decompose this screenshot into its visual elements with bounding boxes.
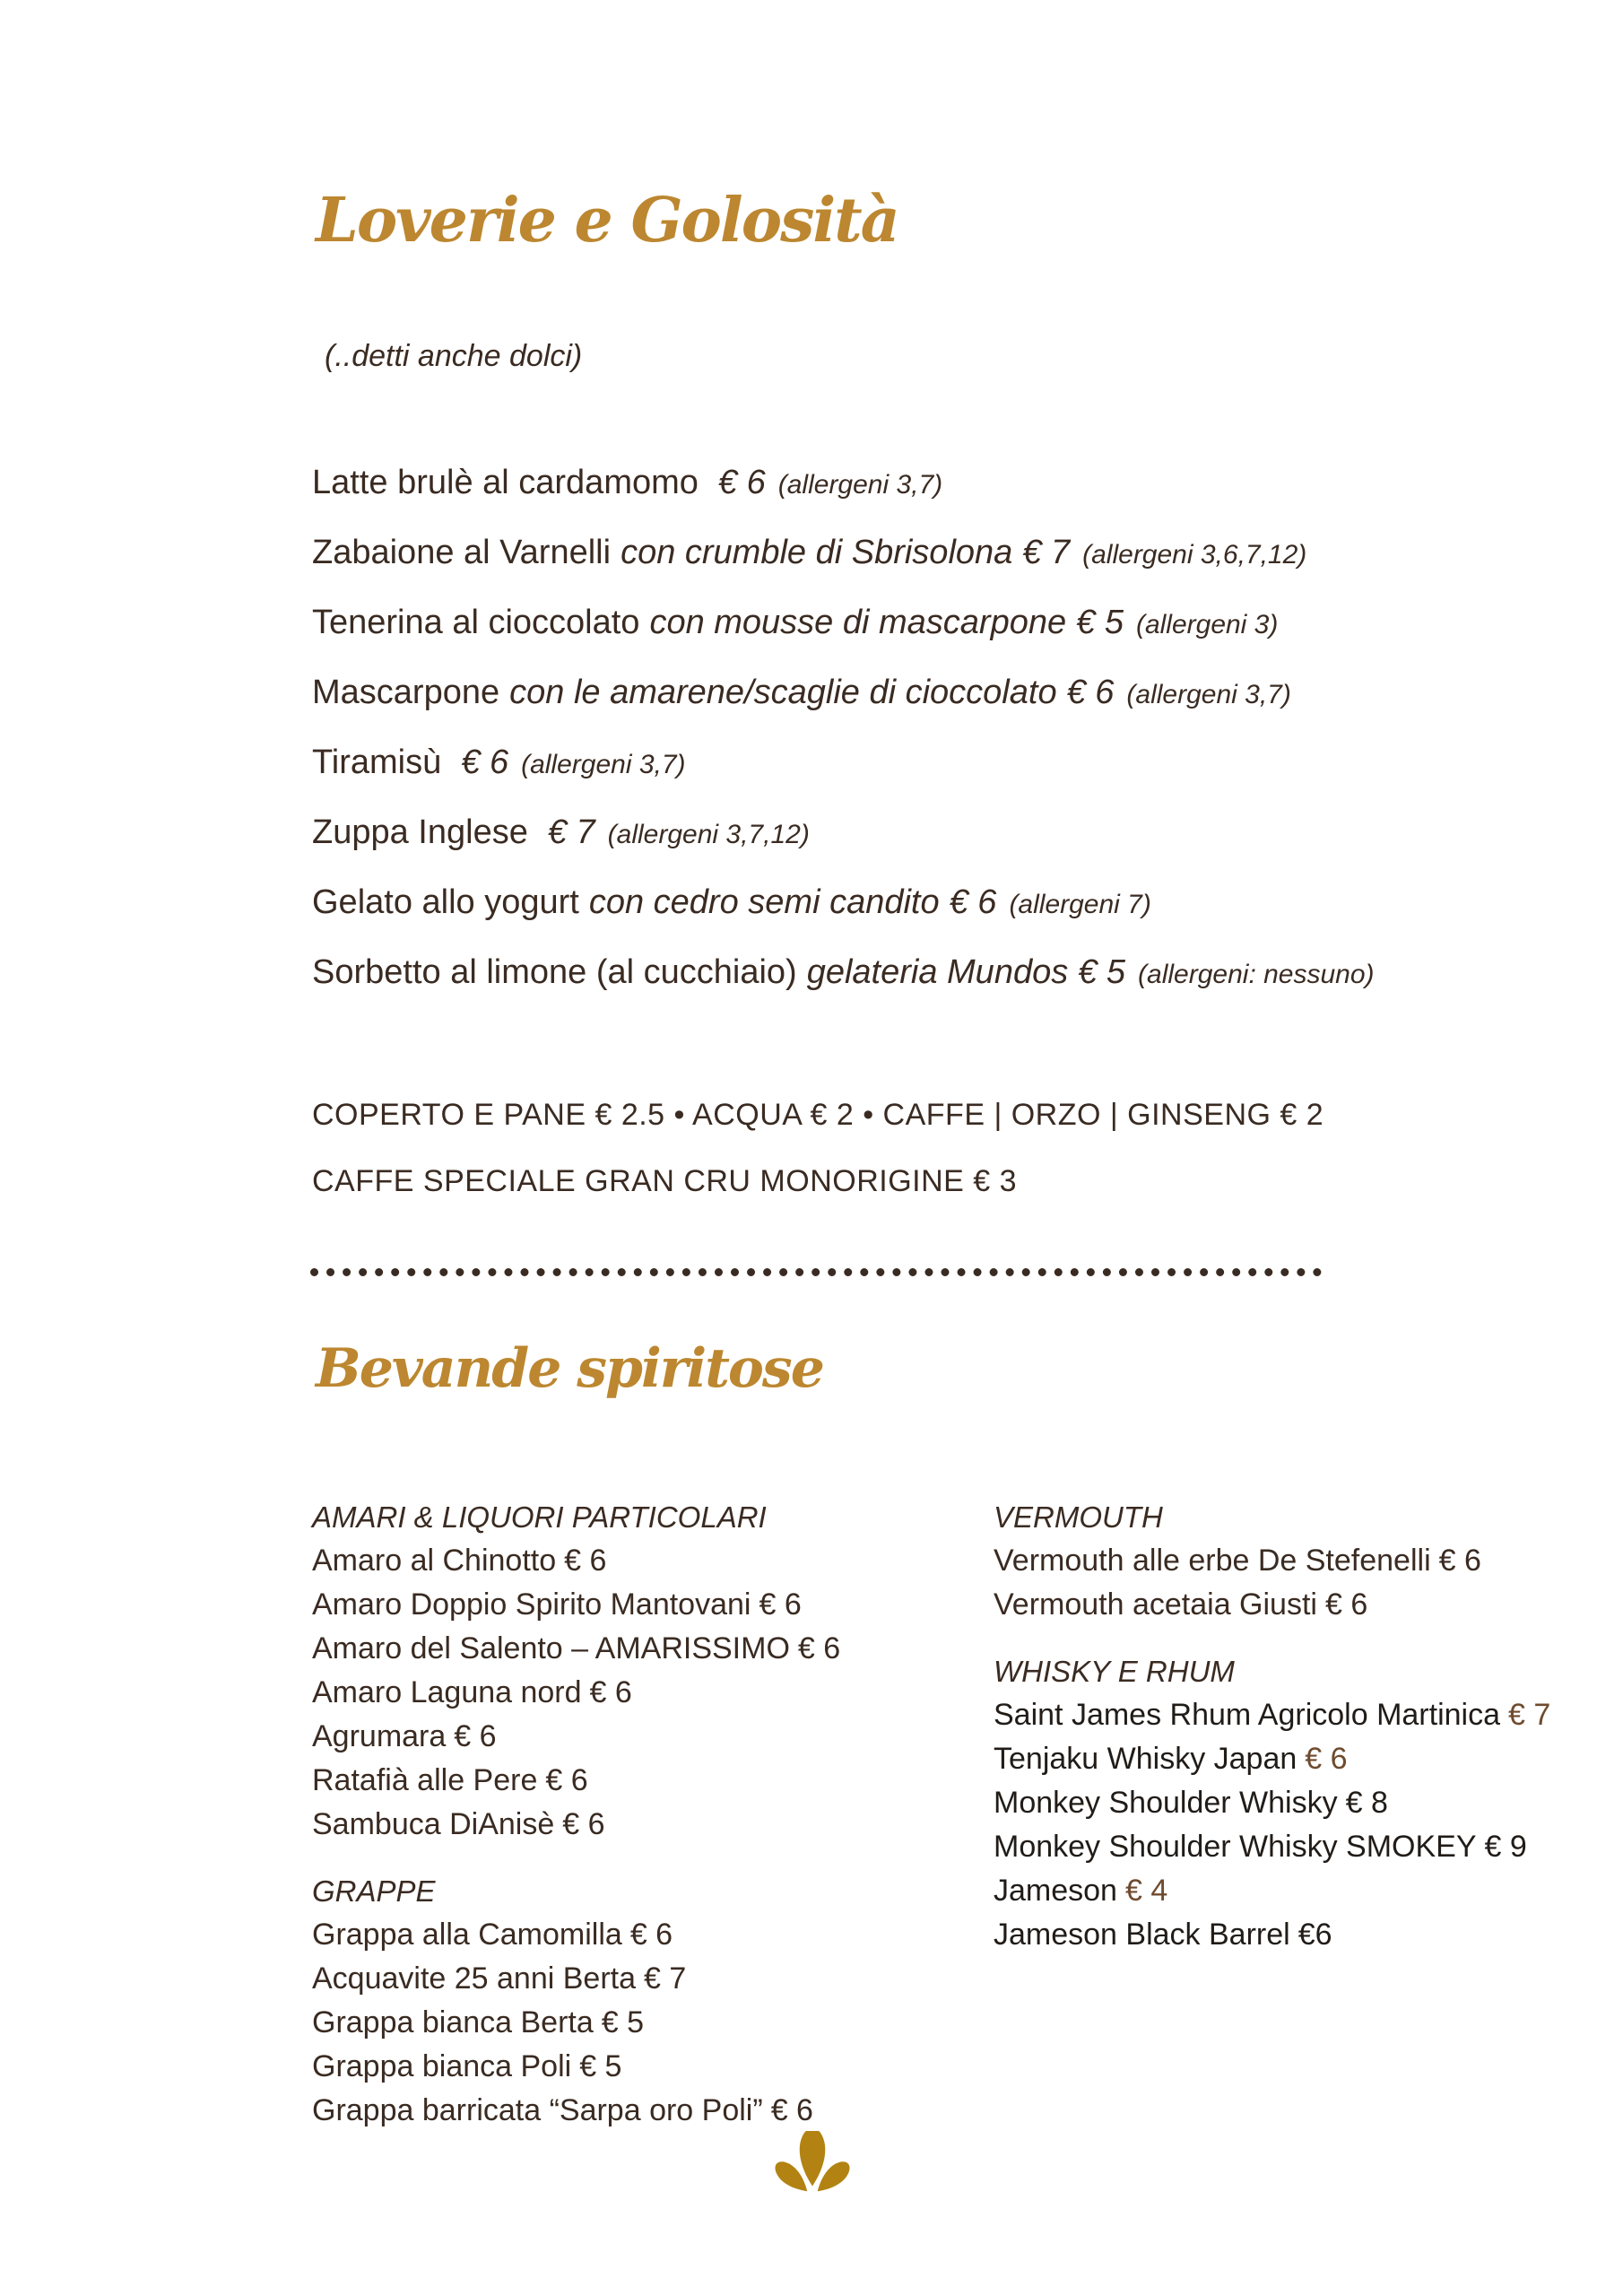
section-vermouth — [994, 1496, 1585, 1627]
dish-name: Tiramisù — [312, 744, 442, 781]
dish-allergens: (allergeni 7) — [1009, 890, 1151, 919]
drink-item — [312, 1957, 904, 2001]
drink-price: € 8 — [1345, 1786, 1388, 1820]
drink-item — [994, 1781, 1585, 1825]
drink-item — [312, 1627, 904, 1671]
spirits-right-column — [994, 1496, 1585, 1957]
drink-item — [994, 1737, 1585, 1781]
dish-item — [312, 604, 1375, 643]
drink-label: Monkey Shoulder Whisky — [994, 1786, 1338, 1820]
drink-price: € 6 — [629, 1918, 673, 1952]
spirits-section-title: Bevande spiritose — [316, 1337, 823, 1400]
drink-item — [994, 1693, 1585, 1737]
section-grappe — [312, 1870, 904, 2133]
section-heading: GRAPPE — [312, 1874, 436, 1908]
drink-price: € 6 — [564, 1544, 607, 1578]
spirits-left-column — [312, 1496, 904, 2133]
cover-charge-line: COPERTO E PANE € 2.5 • ACQUA € 2 • CAFFE | ORZO | GINSENG € 2 — [312, 1098, 1324, 1132]
drink-item — [312, 1803, 904, 1847]
dotted-divider — [310, 1268, 1322, 1276]
drink-price: € 7 — [1508, 1698, 1551, 1732]
drink-item — [994, 1825, 1585, 1869]
drink-label: Agrumara — [312, 1719, 447, 1753]
dish-description: con crumble di Sbrisolona — [621, 534, 1013, 571]
dish-price: € 6 — [717, 464, 766, 501]
drink-price: € 6 — [1438, 1544, 1481, 1578]
drink-label: Acquavite 25 anni Berta — [312, 1961, 637, 1996]
drink-price: € 6 — [1324, 1587, 1368, 1622]
drink-item — [312, 1715, 904, 1759]
dish-allergens: (allergeni 3) — [1135, 610, 1279, 639]
dish-name: Sorbetto al limone (al cucchiaio) — [312, 953, 797, 991]
drink-price: € 6 — [1305, 1742, 1348, 1776]
dish-description: gelateria Mundos — [806, 953, 1069, 991]
dish-name: Tenerina al cioccolato — [312, 604, 640, 641]
drink-item — [994, 1869, 1585, 1913]
special-coffee-line: CAFFE SPECIALE GRAN CRU MONORIGINE € 3 — [312, 1164, 1018, 1198]
drink-item — [312, 1583, 904, 1627]
drink-label: Vermouth acetaia Giusti — [994, 1587, 1317, 1622]
drink-item — [312, 1759, 904, 1803]
dish-price: € 5 — [1078, 953, 1126, 991]
drink-item — [312, 1671, 904, 1715]
drink-label: Grappa alla Camomilla — [312, 1918, 622, 1952]
drink-item — [994, 1913, 1585, 1957]
dish-name: Mascarpone — [312, 674, 500, 711]
drink-item — [312, 1913, 904, 1957]
section-whisky-rhum — [994, 1650, 1585, 1957]
desserts-subtitle: (..detti anche dolci) — [325, 339, 583, 373]
dish-item — [312, 954, 1375, 993]
dessert-list — [312, 465, 1375, 1024]
dish-description: con mousse di mascarpone — [649, 604, 1067, 641]
drink-price: € 6 — [759, 1587, 802, 1622]
drink-label: Monkey Shoulder Whisky SMOKEY — [994, 1830, 1477, 1864]
drink-item — [994, 1583, 1585, 1627]
dish-allergens: (allergeni 3,7,12) — [607, 820, 810, 849]
dish-item — [312, 674, 1375, 713]
drink-label: Amaro Doppio Spirito Mantovani — [312, 1587, 751, 1622]
drink-label: Vermouth alle erbe De Stefenelli — [994, 1544, 1431, 1578]
drink-item — [312, 1539, 904, 1583]
drink-label: Grappa barricata “Sarpa oro Poli” — [312, 2093, 763, 2127]
drink-label: Grappa bianca Berta — [312, 2005, 594, 2039]
drink-label: Amaro al Chinotto — [312, 1544, 557, 1578]
drink-label: Jameson — [994, 1874, 1117, 1908]
drink-price: € 9 — [1484, 1830, 1527, 1864]
dish-item — [312, 884, 1375, 923]
drink-price: € 6 — [454, 1719, 497, 1753]
drink-price: € 6 — [562, 1807, 605, 1841]
dish-price: € 7 — [1022, 534, 1071, 571]
dish-name: Zabaione al Varnelli — [312, 534, 612, 571]
drink-label: Ratafià alle Pere — [312, 1763, 538, 1797]
section-heading: VERMOUTH — [994, 1500, 1163, 1534]
dish-allergens: (allergeni 3,7) — [777, 470, 943, 500]
dish-item — [312, 535, 1375, 573]
drink-item — [312, 2001, 904, 2045]
drink-label: Saint James Rhum Agricolo Martinica — [994, 1698, 1501, 1732]
lotus-petal-logo-icon — [769, 2131, 855, 2217]
dish-item — [312, 744, 1375, 783]
section-heading: AMARI & LIQUORI PARTICOLARI — [312, 1500, 767, 1534]
dish-price: € 6 — [1066, 674, 1115, 711]
desserts-section-title: Loverie e Golosità — [316, 185, 898, 257]
drink-price: € 6 — [545, 1763, 588, 1797]
drink-price: €6 — [1298, 1918, 1332, 1952]
section-amari-liquori — [312, 1496, 904, 1847]
drink-label: Grappa bianca Poli — [312, 2049, 572, 2083]
drink-price: € 5 — [601, 2005, 645, 2039]
drink-price: € 6 — [770, 2093, 813, 2127]
dish-description: con cedro semi candito — [588, 883, 940, 921]
dish-price: € 5 — [1076, 604, 1124, 641]
dish-name: Zuppa Inglese — [312, 813, 528, 851]
drink-price: € 6 — [589, 1675, 632, 1709]
drink-price: € 6 — [797, 1631, 841, 1665]
dish-allergens: (allergeni 3,7) — [521, 750, 686, 779]
section-heading: WHISKY E RHUM — [994, 1655, 1235, 1688]
drink-label: Amaro del Salento – AMARISSIMO — [312, 1631, 790, 1665]
drink-label: Jameson Black Barrel — [994, 1918, 1290, 1952]
drink-label: Tenjaku Whisky Japan — [994, 1742, 1298, 1776]
drink-item — [994, 1539, 1585, 1583]
dish-price: € 6 — [461, 744, 509, 781]
drink-item — [312, 2045, 904, 2089]
dish-item — [312, 465, 1375, 503]
dish-price: € 7 — [547, 813, 595, 851]
dish-allergens: (allergeni 3,7) — [1126, 680, 1291, 709]
dish-name: Latte brulè al cardamomo — [312, 464, 699, 501]
drink-item — [312, 2089, 904, 2133]
drink-price: € 7 — [644, 1961, 687, 1996]
drink-label: Amaro Laguna nord — [312, 1675, 582, 1709]
drink-price: € 4 — [1124, 1874, 1168, 1908]
dish-item — [312, 814, 1375, 853]
dish-description: con le amarene/scaglie di cioccolato — [509, 674, 1057, 711]
dish-price: € 6 — [949, 883, 997, 921]
dish-name: Gelato allo yogurt — [312, 883, 579, 921]
dish-allergens: (allergeni 3,6,7,12) — [1082, 540, 1307, 570]
dish-allergens: (allergeni: nessuno) — [1138, 960, 1375, 989]
drink-label: Sambuca DiAnisè — [312, 1807, 555, 1841]
drink-price: € 5 — [579, 2049, 622, 2083]
